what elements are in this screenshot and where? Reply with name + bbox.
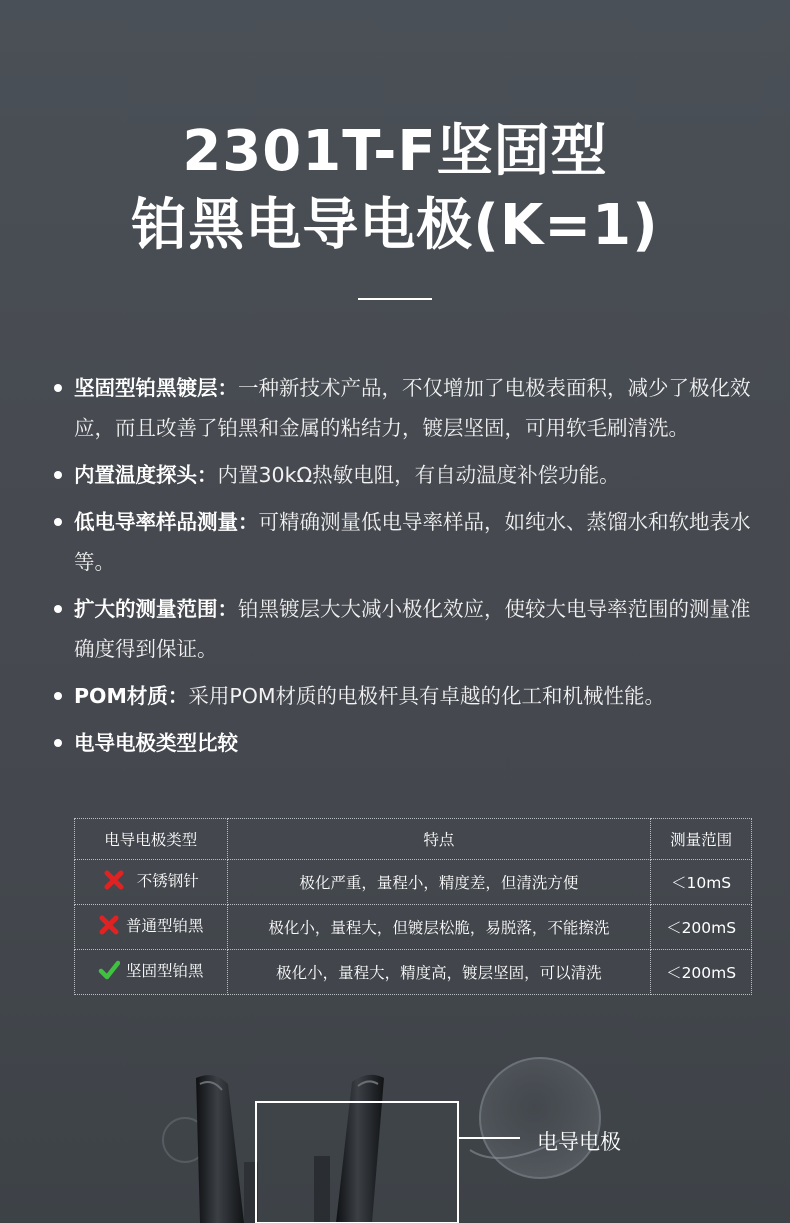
table-header-row	[75, 819, 752, 860]
feature-text: 内置30kΩ热敏电阻，有自动温度补偿功能。	[217, 463, 620, 487]
feature-label: 低电导率样品测量：	[74, 510, 259, 534]
glass-bulb	[480, 1058, 600, 1178]
type-cell	[75, 905, 228, 950]
check-icon	[98, 959, 120, 981]
bullet-icon	[54, 518, 62, 526]
feature-item	[52, 589, 752, 669]
left-prong	[196, 1075, 244, 1223]
feature-item	[52, 723, 752, 763]
type-label: 坚固型铂黑	[126, 962, 204, 980]
bullet-icon	[54, 384, 62, 392]
table-header: 测量范围	[651, 819, 752, 860]
type-label: 普通型铂黑	[126, 917, 204, 935]
bullet-icon	[54, 471, 62, 479]
bullet-icon	[54, 739, 62, 747]
feature-item	[52, 368, 752, 448]
range-cell: ＜200mS	[651, 950, 752, 995]
bullet-icon	[54, 692, 62, 700]
title-divider	[358, 298, 432, 300]
feature-text: 铂黑镀层大大减小极化效应，使较大电导率范围的测量准确度得到保证。	[74, 597, 751, 661]
feature-text: 采用POM材质的电极杆具有卓越的化工和机械性能。	[188, 684, 666, 708]
feature-text: 可精确测量低电导率样品，如纯水、蒸馏水和软地表水等。	[74, 510, 751, 574]
type-cell	[75, 860, 228, 905]
right-prong	[336, 1075, 384, 1223]
feature-item	[52, 502, 752, 582]
feature-label: 扩大的测量范围：	[74, 597, 238, 621]
callout-label: 电导电极	[537, 1130, 621, 1154]
table-row	[75, 950, 752, 995]
feature-item	[52, 676, 752, 716]
feature-cell: 极化严重，量程小，精度差，但清洗方便	[227, 860, 651, 905]
feature-label: 电导电极类型比较	[74, 731, 238, 755]
feature-cell: 极化小，量程大，但镀层松脆，易脱落，不能擦洗	[227, 905, 651, 950]
table-header: 特点	[227, 819, 651, 860]
table-row	[75, 860, 752, 905]
type-label: 不锈钢针	[136, 872, 199, 890]
table-header: 电导电极类型	[75, 819, 228, 860]
cross-icon	[98, 914, 120, 936]
range-cell: ＜10mS	[651, 860, 752, 905]
electrode-photo	[0, 1040, 790, 1223]
comparison-table	[74, 818, 752, 995]
bullet-icon	[54, 605, 62, 613]
table-row	[75, 905, 752, 950]
type-cell	[75, 950, 228, 995]
feature-label: POM材质：	[74, 684, 189, 708]
cross-icon	[103, 869, 125, 891]
feature-label: 坚固型铂黑镀层：	[74, 376, 238, 400]
title-line-2: 铂黑电导电极(K=1)	[131, 193, 659, 258]
feature-text: 一种新技术产品，不仅增加了电极表面积，减少了极化效应，而且改善了铂黑和金属的粘结力，镀层坚固，可用软毛刷清洗。	[74, 376, 751, 440]
feature-cell: 极化小，量程大，精度高，镀层坚固，可以清洗	[227, 950, 651, 995]
title-line-1: 2301T-F坚固型	[182, 119, 608, 184]
feature-item	[52, 455, 752, 495]
feature-label: 内置温度探头：	[74, 463, 218, 487]
range-cell: ＜200mS	[651, 905, 752, 950]
feature-list	[52, 368, 752, 770]
